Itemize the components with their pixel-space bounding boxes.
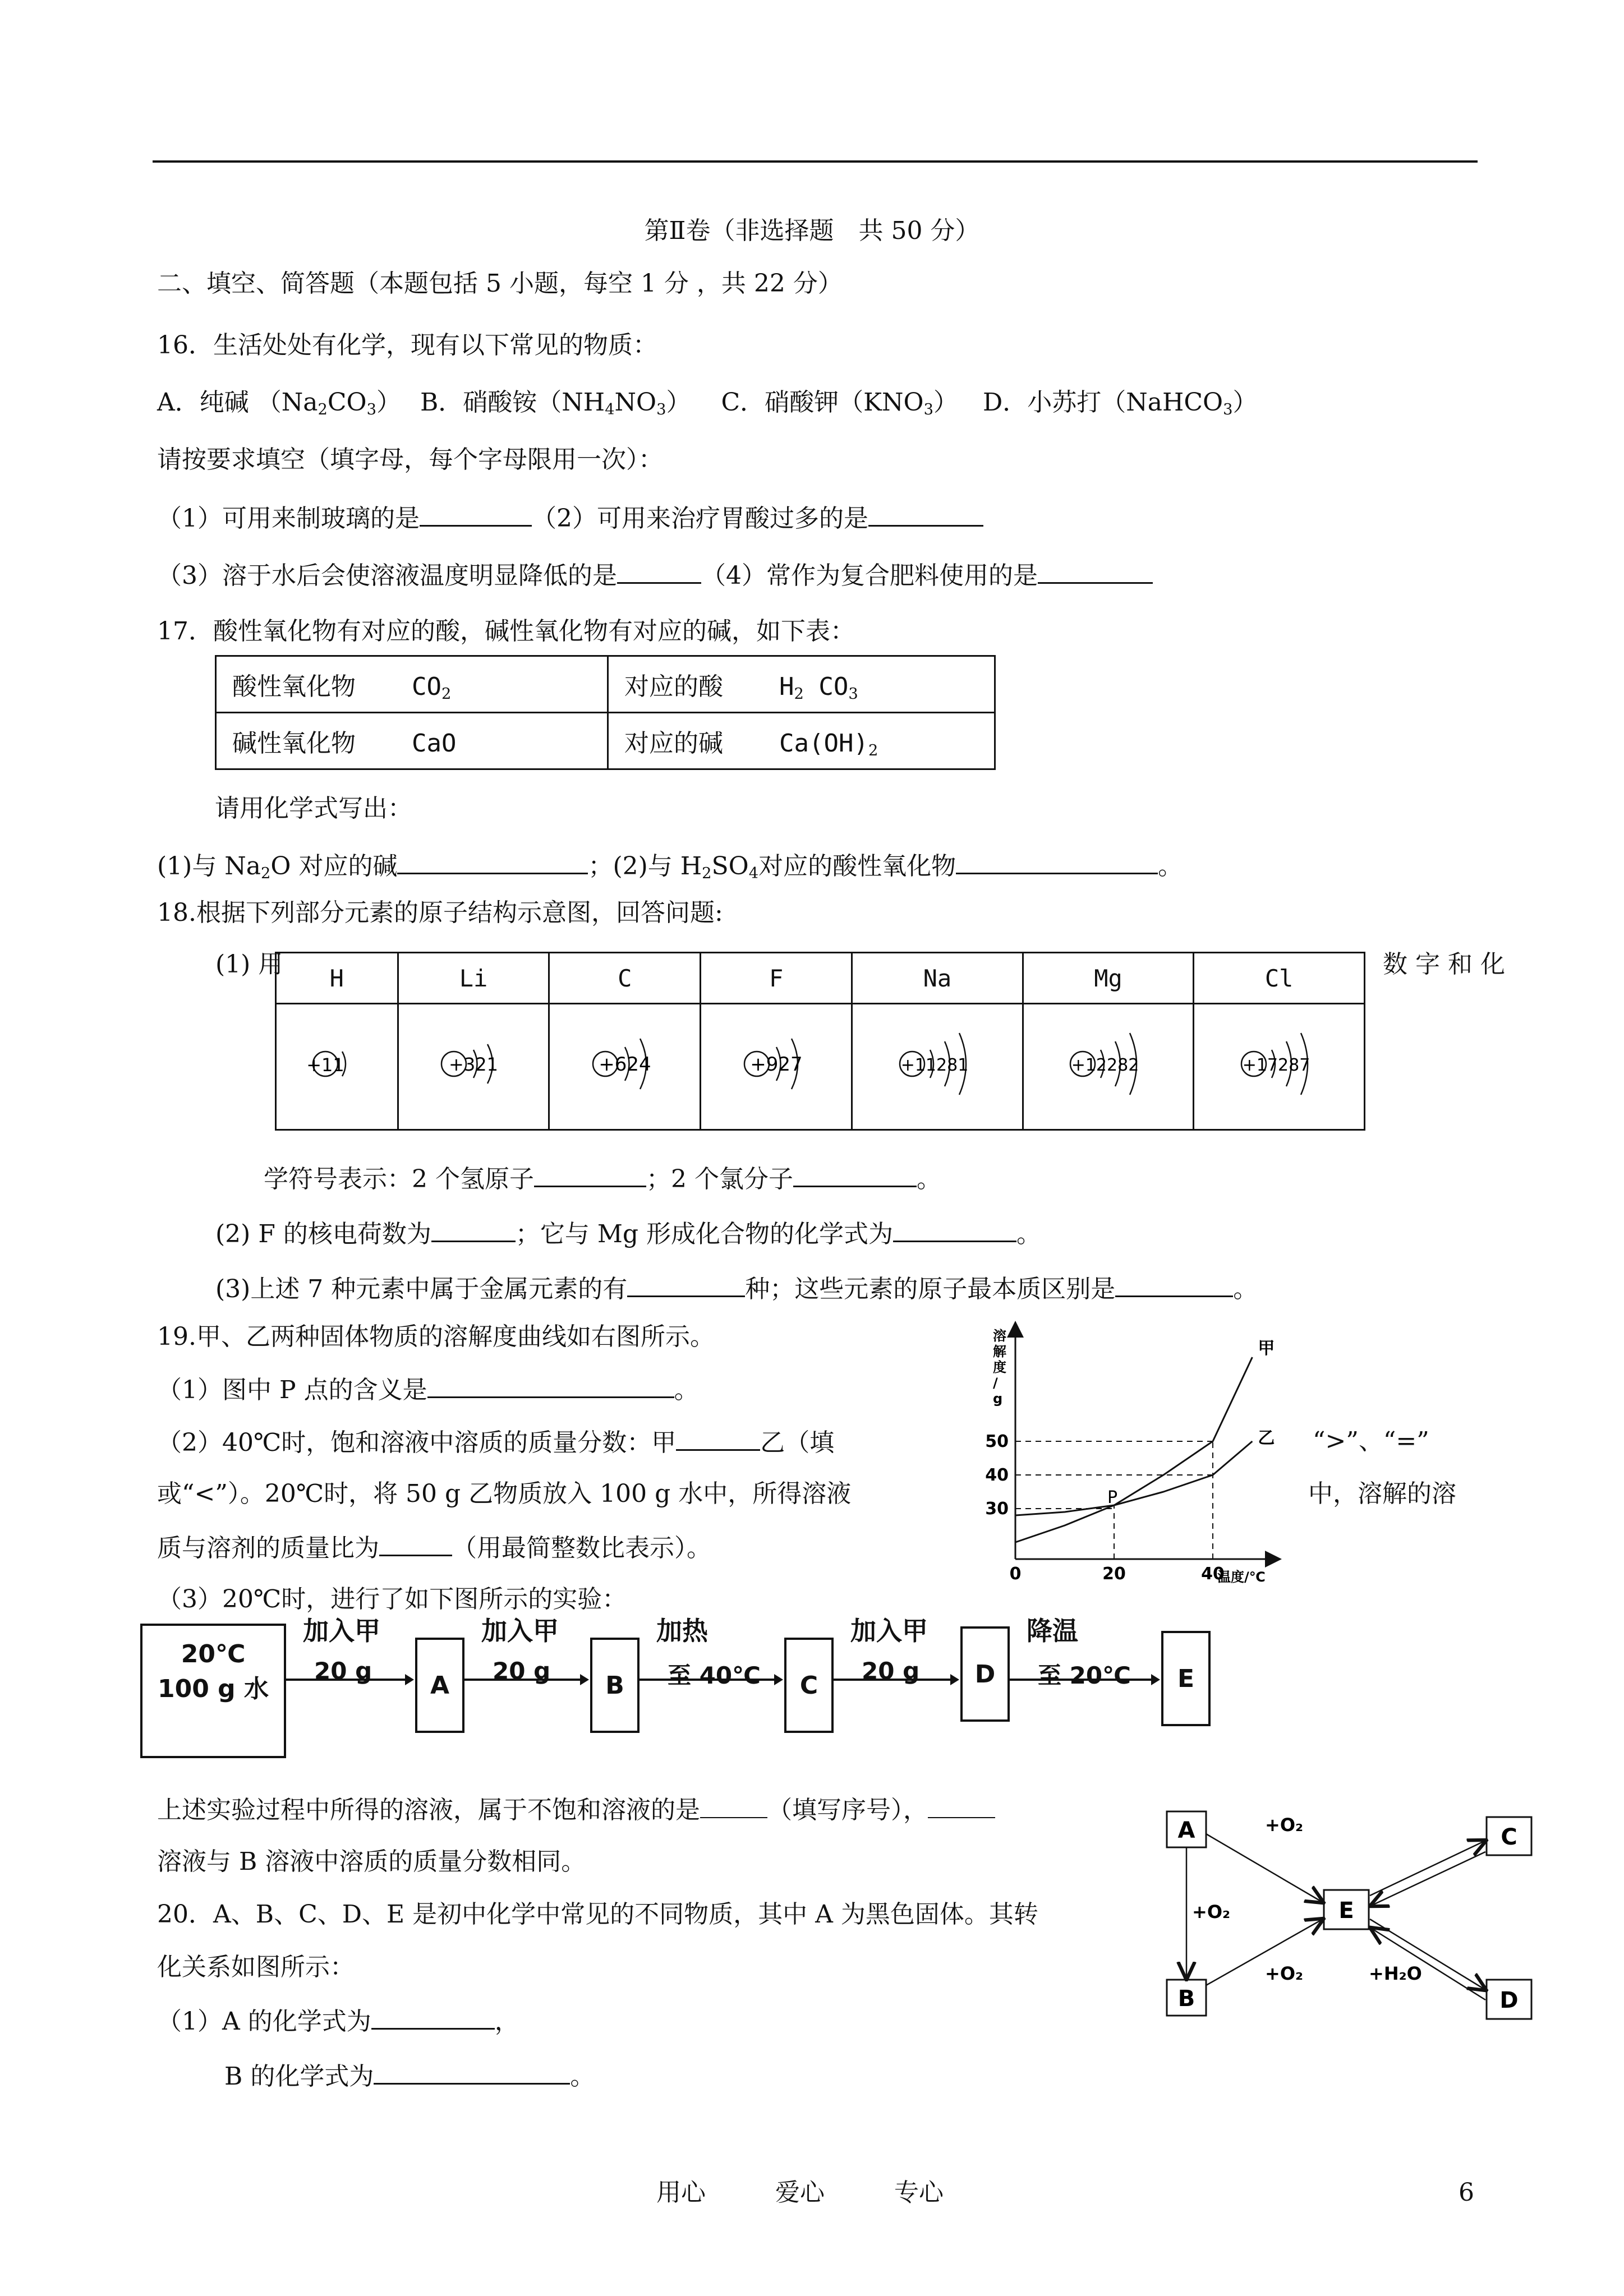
q19-stem: 19.甲、乙两种固体物质的溶解度曲线如右图所示。 xyxy=(157,1322,715,1351)
table-cell: 对应的酸 $H_2$ $CO_3$ xyxy=(608,656,995,713)
y-tick-label: 50 xyxy=(985,1432,1009,1451)
option-d: D．小苏打（NaHCO$_3$） xyxy=(982,388,1258,418)
step-action-label: 降温 xyxy=(1027,1616,1078,1646)
q19-line5: （3）20℃时，进行了如下图所示的实验： xyxy=(157,1585,627,1613)
series-label: 乙 xyxy=(1258,1428,1275,1448)
element-symbol: H xyxy=(276,953,398,1004)
q19-after1: 上述实验过程中所得的溶液，属于不饱和溶液的是 （填写序号）， xyxy=(157,1792,995,1827)
answer-blank[interactable] xyxy=(928,1792,995,1818)
step-action-label: 加入甲 xyxy=(303,1616,380,1646)
q17-stem: 17．酸性氧化物有对应的酸，碱性氧化物有对应的碱，如下表： xyxy=(157,617,855,646)
x-axis-label: 温度/℃ xyxy=(1217,1569,1266,1585)
element-symbol: Na xyxy=(852,953,1023,1004)
step-amount-label: 至 20℃ xyxy=(1038,1662,1131,1689)
step-amount-label: 20 g xyxy=(314,1657,372,1685)
q19-line3-right: 中，溶解的溶 xyxy=(1308,1479,1456,1508)
arrow-c-e xyxy=(1371,1852,1485,1906)
step-action-label: 加热 xyxy=(656,1616,708,1646)
q18-trail: 数 字 和 化 xyxy=(1383,950,1505,979)
q16-instruction: 请按要求填空（填字母，每个字母限用一次）： xyxy=(157,445,663,474)
series-label: 甲 xyxy=(1258,1339,1275,1358)
point-p-label: P xyxy=(1107,1488,1118,1507)
q16-stem: 16．生活处处有化学，现有以下常见的物质： xyxy=(157,331,657,359)
atom-label: +11 xyxy=(306,1054,345,1076)
flow-arrowhead xyxy=(405,1674,414,1685)
section-title: 第Ⅱ卷（非选择题 共 50 分） xyxy=(644,216,980,245)
option-b: B．硝酸铵$(NH_4NO_3)$ xyxy=(420,388,691,418)
q19-after2: 溶液与 B 溶液中溶质的质量分数相同。 xyxy=(157,1847,586,1876)
beaker-a: A xyxy=(415,1638,464,1733)
q20-stem2: 化关系如图所示： xyxy=(157,1953,355,1981)
step-action-label: 加入甲 xyxy=(481,1616,559,1646)
label-a-e: +O₂ xyxy=(1265,1814,1304,1836)
q16-part1: （1）可用来制玻璃的是 xyxy=(157,504,420,533)
y-tick-label: 30 xyxy=(985,1499,1009,1519)
step-action-label: 加入甲 xyxy=(850,1616,928,1646)
label-a-b: +O₂ xyxy=(1192,1901,1231,1922)
table-cell: 酸性氧化物 $CO_2$ xyxy=(216,656,608,713)
q16-part2: （2）可用来治疗胃酸过多的是 xyxy=(532,504,868,533)
beaker-d: D xyxy=(960,1626,1010,1722)
option-a: A．纯碱 $(Na_2CO_3)$ xyxy=(157,388,401,418)
arrow-a-e xyxy=(1206,1834,1323,1902)
node-e-label: E xyxy=(1338,1898,1354,1924)
y-tick-label: 40 xyxy=(985,1465,1009,1485)
element-symbol: Li xyxy=(398,953,549,1004)
option-c: C．硝酸钾$(KNO_3)$ xyxy=(721,388,958,418)
table-cell: 对应的碱 $Ca(OH)_2$ xyxy=(608,713,995,769)
flow-arrowhead xyxy=(774,1674,783,1685)
atom-label: +17287 xyxy=(1242,1055,1310,1075)
step-amount-label: 20 g xyxy=(862,1657,920,1685)
step-amount-label: 20 g xyxy=(493,1657,551,1685)
q19-line1: （1）图中 P 点的含义是 。 xyxy=(157,1372,699,1407)
table-cell: 碱性氧化物 CaO xyxy=(216,713,608,769)
label-b-e: +O₂ xyxy=(1265,1963,1304,1984)
node-c-label: C xyxy=(1501,1824,1517,1850)
page-number: 6 xyxy=(1459,2178,1474,2207)
flow-arrowhead xyxy=(950,1674,959,1685)
q18-line3: (3)上述 7 种元素中属于金属元素的有 种；这些元素的原子最本质区别是 。 xyxy=(215,1271,1258,1306)
answer-blank[interactable] xyxy=(371,2003,495,2030)
footer-word: 专心 xyxy=(894,2178,944,2207)
atom-label: +321 xyxy=(449,1054,498,1075)
q17-line: (1)与 $Na_2O$ 对应的碱 ；(2)与 $H_2SO_4$对应的酸性氧化物 。 xyxy=(157,848,1183,891)
start-beaker: 20℃ 100 g 水 xyxy=(140,1624,286,1758)
answer-blank[interactable] xyxy=(374,2058,570,2085)
section2-header: 二、填空、简答题（本题包括 5 小题，每空 1 分 ，共 22 分） xyxy=(157,269,843,298)
node-d-label: D xyxy=(1499,1988,1519,2013)
q19-line2: （2）40℃时，饱和溶液中溶质的质量分数：甲 乙（填 xyxy=(157,1424,834,1460)
x-tick-label: 0 xyxy=(1009,1564,1022,1584)
q16-part4: （4）常作为复合肥料使用的是 xyxy=(701,561,1038,590)
flow-arrowhead xyxy=(1151,1674,1160,1685)
beaker-c: C xyxy=(784,1638,834,1733)
q18-line1: 学符号表示：2 个氢原子 ；2 个氯分子 。 xyxy=(264,1161,941,1196)
element-symbol: Mg xyxy=(1023,953,1194,1004)
q19-line3: 或“<”）。20℃时，将 50 g 乙物质放入 100 g 水中，所得溶液 xyxy=(157,1479,852,1508)
q19-line2-right: “>”、“=” xyxy=(1313,1427,1429,1455)
y-axis-label: 溶解度/ g xyxy=(993,1328,1006,1407)
arrow-b-e xyxy=(1206,1919,1323,1985)
q16-part3: （3）溶于水后会使溶液温度明显降低的是 xyxy=(157,561,617,590)
q20-line2: B 的化学式为 。 xyxy=(224,2058,595,2094)
flow-arrowhead xyxy=(580,1674,589,1685)
label-d-e: +H₂O xyxy=(1369,1963,1422,1984)
element-symbol: C xyxy=(549,953,701,1004)
node-a-label: A xyxy=(1177,1818,1195,1843)
element-symbol: F xyxy=(701,953,852,1004)
node-b-label: B xyxy=(1177,1986,1195,2012)
q20-stem1: 20．A、B、C、D、E 是初中化学中常见的不同物质，其中 A 为黑色固体。其转 xyxy=(157,1900,1038,1929)
answer-blank[interactable] xyxy=(700,1792,767,1818)
atom-label: +11281 xyxy=(900,1055,969,1075)
footer-word: 爱心 xyxy=(775,2178,825,2207)
footer-motto xyxy=(656,2176,944,2210)
step-amount-label: 至 40℃ xyxy=(668,1662,761,1689)
x-tick-label: 40 xyxy=(1201,1564,1225,1584)
q18-lead: (1) 用 xyxy=(215,950,283,979)
atom-label: +12282 xyxy=(1071,1055,1139,1075)
element-symbol: Cl xyxy=(1194,953,1365,1004)
q20-line1: （1）A 的化学式为 ， xyxy=(157,2003,519,2039)
atom-label: +927 xyxy=(749,1053,803,1076)
arrow-e-c xyxy=(1370,1841,1485,1896)
q19-line4: 质与溶剂的质量比为 （用最简整数比表示）。 xyxy=(157,1530,711,1565)
x-tick-label: 20 xyxy=(1102,1564,1126,1584)
q18-line2: (2) F 的核电荷数为 ；它与 Mg 形成化合物的化学式为 。 xyxy=(215,1216,1041,1251)
q17-instruction: 请用化学式写出： xyxy=(215,794,412,823)
conversion-diagram xyxy=(1156,1800,1548,2036)
q18-stem: 18.根据下列部分元素的原子结构示意图，回答问题: xyxy=(157,898,723,927)
beaker-b: B xyxy=(590,1638,640,1733)
atom-label: +624 xyxy=(599,1053,651,1076)
footer-word: 用心 xyxy=(656,2178,706,2207)
beaker-e: E xyxy=(1161,1631,1211,1726)
